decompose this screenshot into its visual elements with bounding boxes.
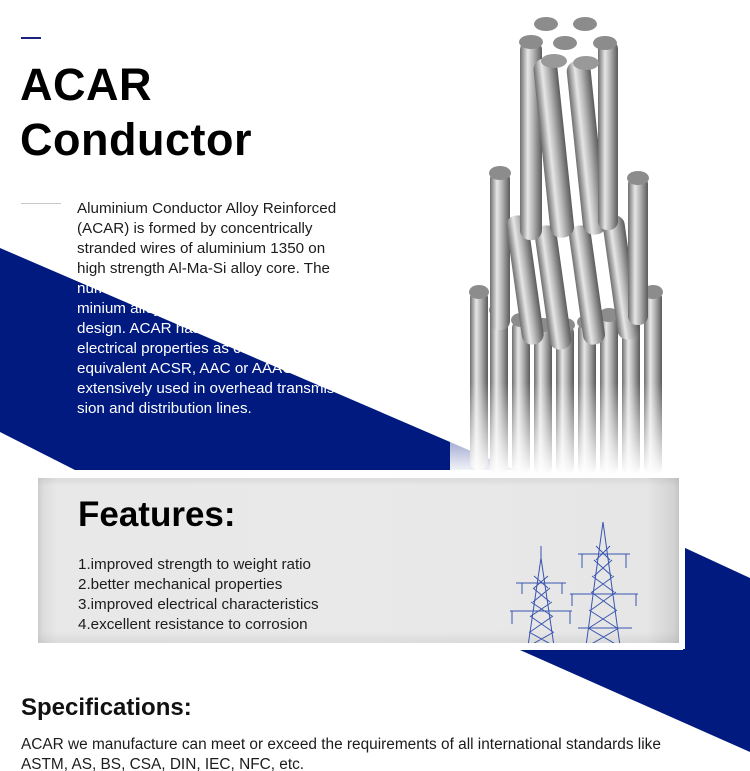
feature-item: 2.better mechanical properties (78, 576, 283, 593)
description-line: extensively used in overhead transmis- (77, 380, 340, 397)
features-list (78, 555, 319, 635)
description-line: Aluminium Conductor Alloy Reinforced (77, 200, 337, 217)
description-line: (ACAR) is formed by concentrically (77, 220, 313, 237)
description-line: minium alloy 6201depends on the cable (77, 300, 345, 317)
description-line: electrical properties as compared to an (77, 340, 339, 357)
page-title (20, 57, 252, 167)
small-tower (510, 546, 572, 643)
feature-item: 3.improved electrical characteristics (78, 596, 319, 613)
feature-item: 1.improved strength to weight ratio (78, 556, 311, 573)
description-paragraph (77, 199, 377, 419)
description-line: design. ACAR has better mechanical and (77, 320, 354, 337)
feature-item: 4.excellent resistance to corrosion (78, 616, 308, 633)
description-line: stranded wires of aluminium 1350 on (77, 240, 326, 257)
description-rule (21, 203, 61, 204)
large-tower (570, 522, 638, 643)
accent-dash (21, 37, 41, 39)
description-line: equivalent ACSR, AAC or AAAC, which (77, 360, 341, 377)
specifications-line-2: ASTM, AS, BS, CSA, DIN, IEC, NFC, etc. (21, 756, 305, 771)
title-line-1: ACAR (20, 59, 152, 110)
description-line: number of wires of aluminum1350 & alu- (77, 280, 350, 297)
specifications-text (21, 735, 721, 771)
features-panel (38, 478, 679, 643)
title-line-2: Conductor (20, 114, 252, 165)
description-line: high strength Al-Ma-Si alloy core. The (77, 260, 330, 277)
transmission-towers-icon (508, 516, 658, 643)
features-heading: Features: (78, 495, 236, 534)
specifications-line-1: ACAR we manufacture can meet or exceed the requirements of all international standards like (21, 736, 661, 753)
cable-image (450, 10, 700, 475)
description-line: sion and distribution lines. (77, 400, 252, 417)
specifications-heading: Specifications: (21, 694, 192, 721)
